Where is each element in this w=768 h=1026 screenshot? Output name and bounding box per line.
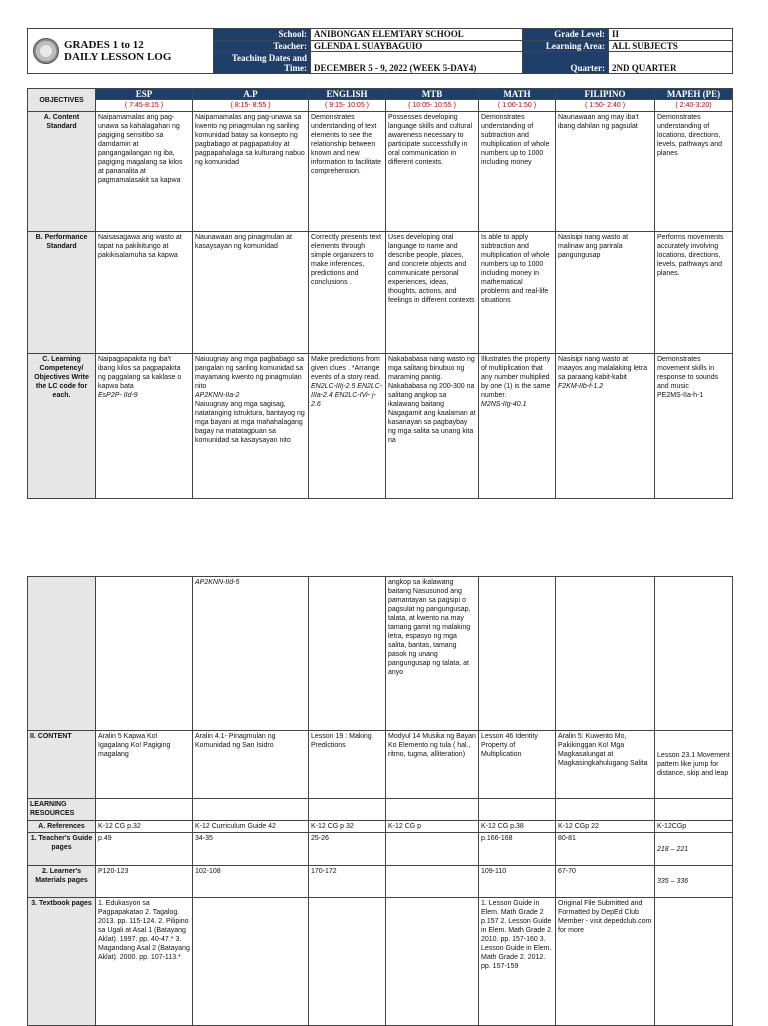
reference-cell: K-12 CGp 22 xyxy=(556,821,655,833)
learners-materials-label: 2. Learner's Materials pages xyxy=(28,866,96,898)
performance-standard-cell: Nasisipi nang wasto at malinaw ang parirala pangungusap xyxy=(556,232,655,354)
competency-cell xyxy=(655,354,733,499)
competency-text: Nakababasa nang wasto ng mga salitang binubuo ng maraming pantig. Nakababasa ng 200-300 na salitang angkop sa ikalawang baitang Nagagamit ang kaalaman at kasanayan sa pagbaybay ng mga salita sa unang kita na xyxy=(388,356,476,444)
competency-text: Nasisipi nang wasto at maayos ang malalaking letra sa paraang kabit-kabit xyxy=(558,356,648,381)
empty-cell xyxy=(556,799,655,821)
content-standard-cell: Naunawaan ang may iba't ibang dahilan ng pagsulat xyxy=(556,112,655,232)
objectives-table xyxy=(27,88,733,499)
time-mtb: ( 10:05- 10:55 ) xyxy=(386,100,479,112)
competency-code: AP2KNN-IIa-2 xyxy=(195,392,240,399)
content-cell: Modyul 14 Musika ng Bayan Ko Elemento ng tula ( hal., ritmo, tugma, alliteration) xyxy=(386,731,479,799)
tg-cell: p.166-168 xyxy=(479,833,556,866)
lm-cell: P120-123 xyxy=(96,866,193,898)
competency-code: PE2MS-IIa-h-1 xyxy=(657,392,704,399)
dates-value: DECEMBER 5 - 9, 2022 (WEEK 5-DAY4) xyxy=(311,52,523,74)
reference-cell: K-12CGp xyxy=(655,821,733,833)
tg-cell: 80-81 xyxy=(556,833,655,866)
time-english: ( 9:15- 10:05 ) xyxy=(309,100,386,112)
competency-code: EN2LC-IIIj-2.5 EN2LC-IIIa-2.4 EN2LC-IVi- j-2.6 xyxy=(311,383,383,408)
reference-cell: K-12 CG p xyxy=(386,821,479,833)
teachers-guide-label: 1. Teacher's Guide pages xyxy=(28,833,96,866)
content-cell: Aralin 5: Kuwento Mo, Pakikinggan Ko! Mga Magkasalungat at Magkasingkahulugang Salita xyxy=(556,731,655,799)
performance-standard-cell: Is able to apply subtraction and multiplication of whole numbers up to 1000 including money in mathematical problems and real-life situations xyxy=(479,232,556,354)
content-standard-cell: Naipamamalas ang pag-unawa sa kahalagahan ng pagiging sensitibo sa damdamin at pangangailangan ng iba, pagiging magalang sa kilos at pananalita at pagmamalasakit sa kapwa xyxy=(96,112,193,232)
continuation-cell: AP2KNN-IId-5 xyxy=(193,577,309,731)
objectives-label: OBJECTIVES xyxy=(28,89,96,112)
time-esp: ( 7:45-8:15 ) xyxy=(96,100,193,112)
performance-standard-cell: Naisasagawa ang wasto at tapat na pakikitungo at pakikisalamuha sa kapwa xyxy=(96,232,193,354)
performance-standard-cell: Performs movements accurately involving locations, directions, levels, pathways and planes. xyxy=(655,232,733,354)
content-cell: Aralin 4.1- Pinagmulan ng Komunidad ng San Isidro xyxy=(193,731,309,799)
subject-mtb: MTB xyxy=(386,89,479,100)
competency-text: Naiuugnay ang mga pagbabago sa pangalan ng sariling komunidad sa mayamang kwento ng pinagmulan nito xyxy=(195,356,304,390)
textbook-cell xyxy=(655,898,733,1026)
content-standard-cell: Naipamamalas ang pag-unawa sa kwento ng pinagmulan ng sariling komunidad batay sa konsepto ng pagbabago at pagpapatuloy at pagpapahalaga sa kulturang nabuo ng komunidad xyxy=(193,112,309,232)
competency-text: Make predictions from given clues . *Arrange events of a story read. xyxy=(311,356,381,381)
competency-code: F2KM-IIb-f-1.2 xyxy=(558,383,604,390)
content-cell: Lesson 23.1 Movement pattern like jump for distance, skip and leap xyxy=(655,731,733,799)
competency-cell xyxy=(386,354,479,499)
area-value: ALL SUBJECTS xyxy=(609,41,733,52)
subject-filipino: FILIPINO xyxy=(556,89,655,100)
textbook-cell: Original File Submitted and Formatted by DepEd Club Member - visit depedclub.com for more xyxy=(556,898,655,1026)
performance-standard-label: B. Performance Standard xyxy=(28,232,96,354)
teacher-value: GLENDA L SUAYBAGUIO xyxy=(311,41,523,52)
school-value: ANIBONGAN ELEMTARY SCHOOL xyxy=(311,29,523,41)
textbook-cell xyxy=(193,898,309,1026)
subject-esp: ESP xyxy=(96,89,193,100)
competency-text: Naipagpapakita ng iba't ibang kilos sa pagpapakita ng paggalang sa kaklase o kapwa bata xyxy=(98,356,182,390)
tg-cell: p.49 xyxy=(96,833,193,866)
content-standard-cell: Demonstrates understanding of locations, directions, levels, pathways and planes xyxy=(655,112,733,232)
content-label: II. CONTENT xyxy=(28,731,96,799)
time-filipino: ( 1:50- 2:40 ) xyxy=(556,100,655,112)
school-label: School: xyxy=(214,29,311,41)
reference-cell: K-12 CG p 32 xyxy=(309,821,386,833)
empty-cell xyxy=(309,799,386,821)
time-mapeh: ( 2:40-3:20) xyxy=(655,100,733,112)
tg-cell xyxy=(386,833,479,866)
empty-cell xyxy=(193,799,309,821)
dates-label: Teaching Dates and Time: xyxy=(214,52,311,74)
learning-resources-label: LEARNING RESOURCES xyxy=(28,799,96,821)
subject-mapeh: MAPEH (PE) xyxy=(655,89,733,100)
subject-ap: A.P xyxy=(193,89,309,100)
competency-cell xyxy=(96,354,193,499)
teacher-label: Teacher: xyxy=(214,41,311,52)
continuation-label-cell xyxy=(28,577,96,731)
grade-label: Grade Level: xyxy=(523,29,609,41)
subject-math: MATH xyxy=(479,89,556,100)
lm-cell: 170-172 xyxy=(309,866,386,898)
content-standard-cell: Demonstrates understanding of subtraction and multiplication of whole numbers up to 1000 including money xyxy=(479,112,556,232)
lm-cell: 109-110 xyxy=(479,866,556,898)
time-ap: ( 8:15- 8:55 ) xyxy=(193,100,309,112)
continuation-cell xyxy=(556,577,655,731)
textbook-cell xyxy=(309,898,386,1026)
competency-text: Demonstrates movement skills in response to sounds and music xyxy=(657,356,719,390)
empty-cell xyxy=(386,799,479,821)
competency-text-2: Naiuugnay ang mga sagisag, natatanging istruktura, bantayog ng mga bayani at mga mahahalagang bagay na matatagpuan sa komunidad sa kasaysayan nito xyxy=(195,401,305,444)
competency-text: Illustrates the property of multiplication that any number multiplied by one (1) is the same number. xyxy=(481,356,551,399)
time-math: ( 1:00-1:50 ) xyxy=(479,100,556,112)
lm-cell xyxy=(386,866,479,898)
continuation-cell xyxy=(655,577,733,731)
reference-cell: K-12 Curriculum Guide 42 xyxy=(193,821,309,833)
textbook-cell: 1. Edukasyon sa Pagpapakatao 2. Tagalog. 2013. pp. 115-124. 2. Pilipino sa Ugali at Asal 1 (Batayang Aklat). 1997. pp. 40-47.* 3. Magandang Asal 2 (Batayang Aklat). 2000. pp. 107-113.* xyxy=(96,898,193,1026)
competency-cell xyxy=(193,354,309,499)
quarter-value: 2ND QUARTER xyxy=(609,52,733,74)
content-standard-cell: Demonstrates understanding of text elements to see the relationship between known and new information to facilitate comprehension. xyxy=(309,112,386,232)
empty-cell xyxy=(479,799,556,821)
tg-cell: 34-35 xyxy=(193,833,309,866)
header-logo-cell xyxy=(28,29,214,74)
competency-cell xyxy=(479,354,556,499)
content-cell: Lesson 46 Identity Property of Multiplication xyxy=(479,731,556,799)
lm-cell: 67-70 xyxy=(556,866,655,898)
content-standard-label: A. Content Standard xyxy=(28,112,96,232)
continuation-cell xyxy=(309,577,386,731)
textbook-cell xyxy=(386,898,479,1026)
log-title-line1: GRADES 1 to 12 xyxy=(64,39,144,51)
competency-cell xyxy=(309,354,386,499)
tg-cell: 218 – 221 xyxy=(655,833,733,866)
empty-cell xyxy=(96,799,193,821)
competency-cell xyxy=(556,354,655,499)
subject-english: ENGLISH xyxy=(309,89,386,100)
lm-cell: 102-108 xyxy=(193,866,309,898)
textbook-label: 3. Textbook pages xyxy=(28,898,96,1026)
competency-code: M2NS-IIg-40.1 xyxy=(481,401,527,408)
continuation-cell xyxy=(479,577,556,731)
content-table xyxy=(27,576,733,1026)
performance-standard-cell: Correctly presents text elements through simple organizers to make inferences, predictions and conclusions . xyxy=(309,232,386,354)
competency-code: EsP2P- IId-9 xyxy=(98,392,138,399)
tg-cell: 25-26 xyxy=(309,833,386,866)
performance-standard-cell: Naunawaan ang pinagmulan at kasaysayan ng komunidad xyxy=(193,232,309,354)
lm-cell: 335 – 336 xyxy=(655,866,733,898)
reference-cell: K-12 CG p.38 xyxy=(479,821,556,833)
deped-seal-icon xyxy=(33,38,59,64)
quarter-label: Quarter: xyxy=(523,52,609,74)
performance-standard-cell: Uses developing oral language to name and describe people, places, and concrete objects and communicate personal experiences, ideas, thoughts, actions, and feelings in different contexts xyxy=(386,232,479,354)
area-label: Learning Area: xyxy=(523,41,609,52)
textbook-cell: 1. Lesson Guide in Elem. Math Grade 2 p.157 2. Lesson Guide in Elem. Math Grade 2. 2010. pp. 157-160 3. Lesson Guide in Elem. Math Grade 2. 2012. pp. 157-159 xyxy=(479,898,556,1026)
learning-competency-label: C. Learning Competency/ Objectives Write the LC code for each. xyxy=(28,354,96,499)
references-label: A. References xyxy=(28,821,96,833)
log-title-line2: DAILY LESSON LOG xyxy=(64,51,172,63)
content-cell: Lesson 19 : Making Predictions xyxy=(309,731,386,799)
empty-cell xyxy=(655,799,733,821)
continuation-cell: angkop sa ikalawang baitang Nasusunod ang pamantayan sa pagsipi o pagsulat ng pangungusap, talata, at kwento na may tamang gamit ng malaking letra, espasyo ng mga salita, bantas, tamang pasok ng unang pangungusap ng talata, at anyo xyxy=(386,577,479,731)
header-table xyxy=(27,28,733,74)
content-cell: Aralin 5 Kapwa Ko! Igagalang Ko! Pagiging magalang xyxy=(96,731,193,799)
continuation-cell xyxy=(96,577,193,731)
content-standard-cell: Possesses developing language skills and cultural awareness necessary to participate successfully in oral communication in different contexts. xyxy=(386,112,479,232)
grade-value: II xyxy=(609,29,733,41)
reference-cell: K-12 CG p.32 xyxy=(96,821,193,833)
